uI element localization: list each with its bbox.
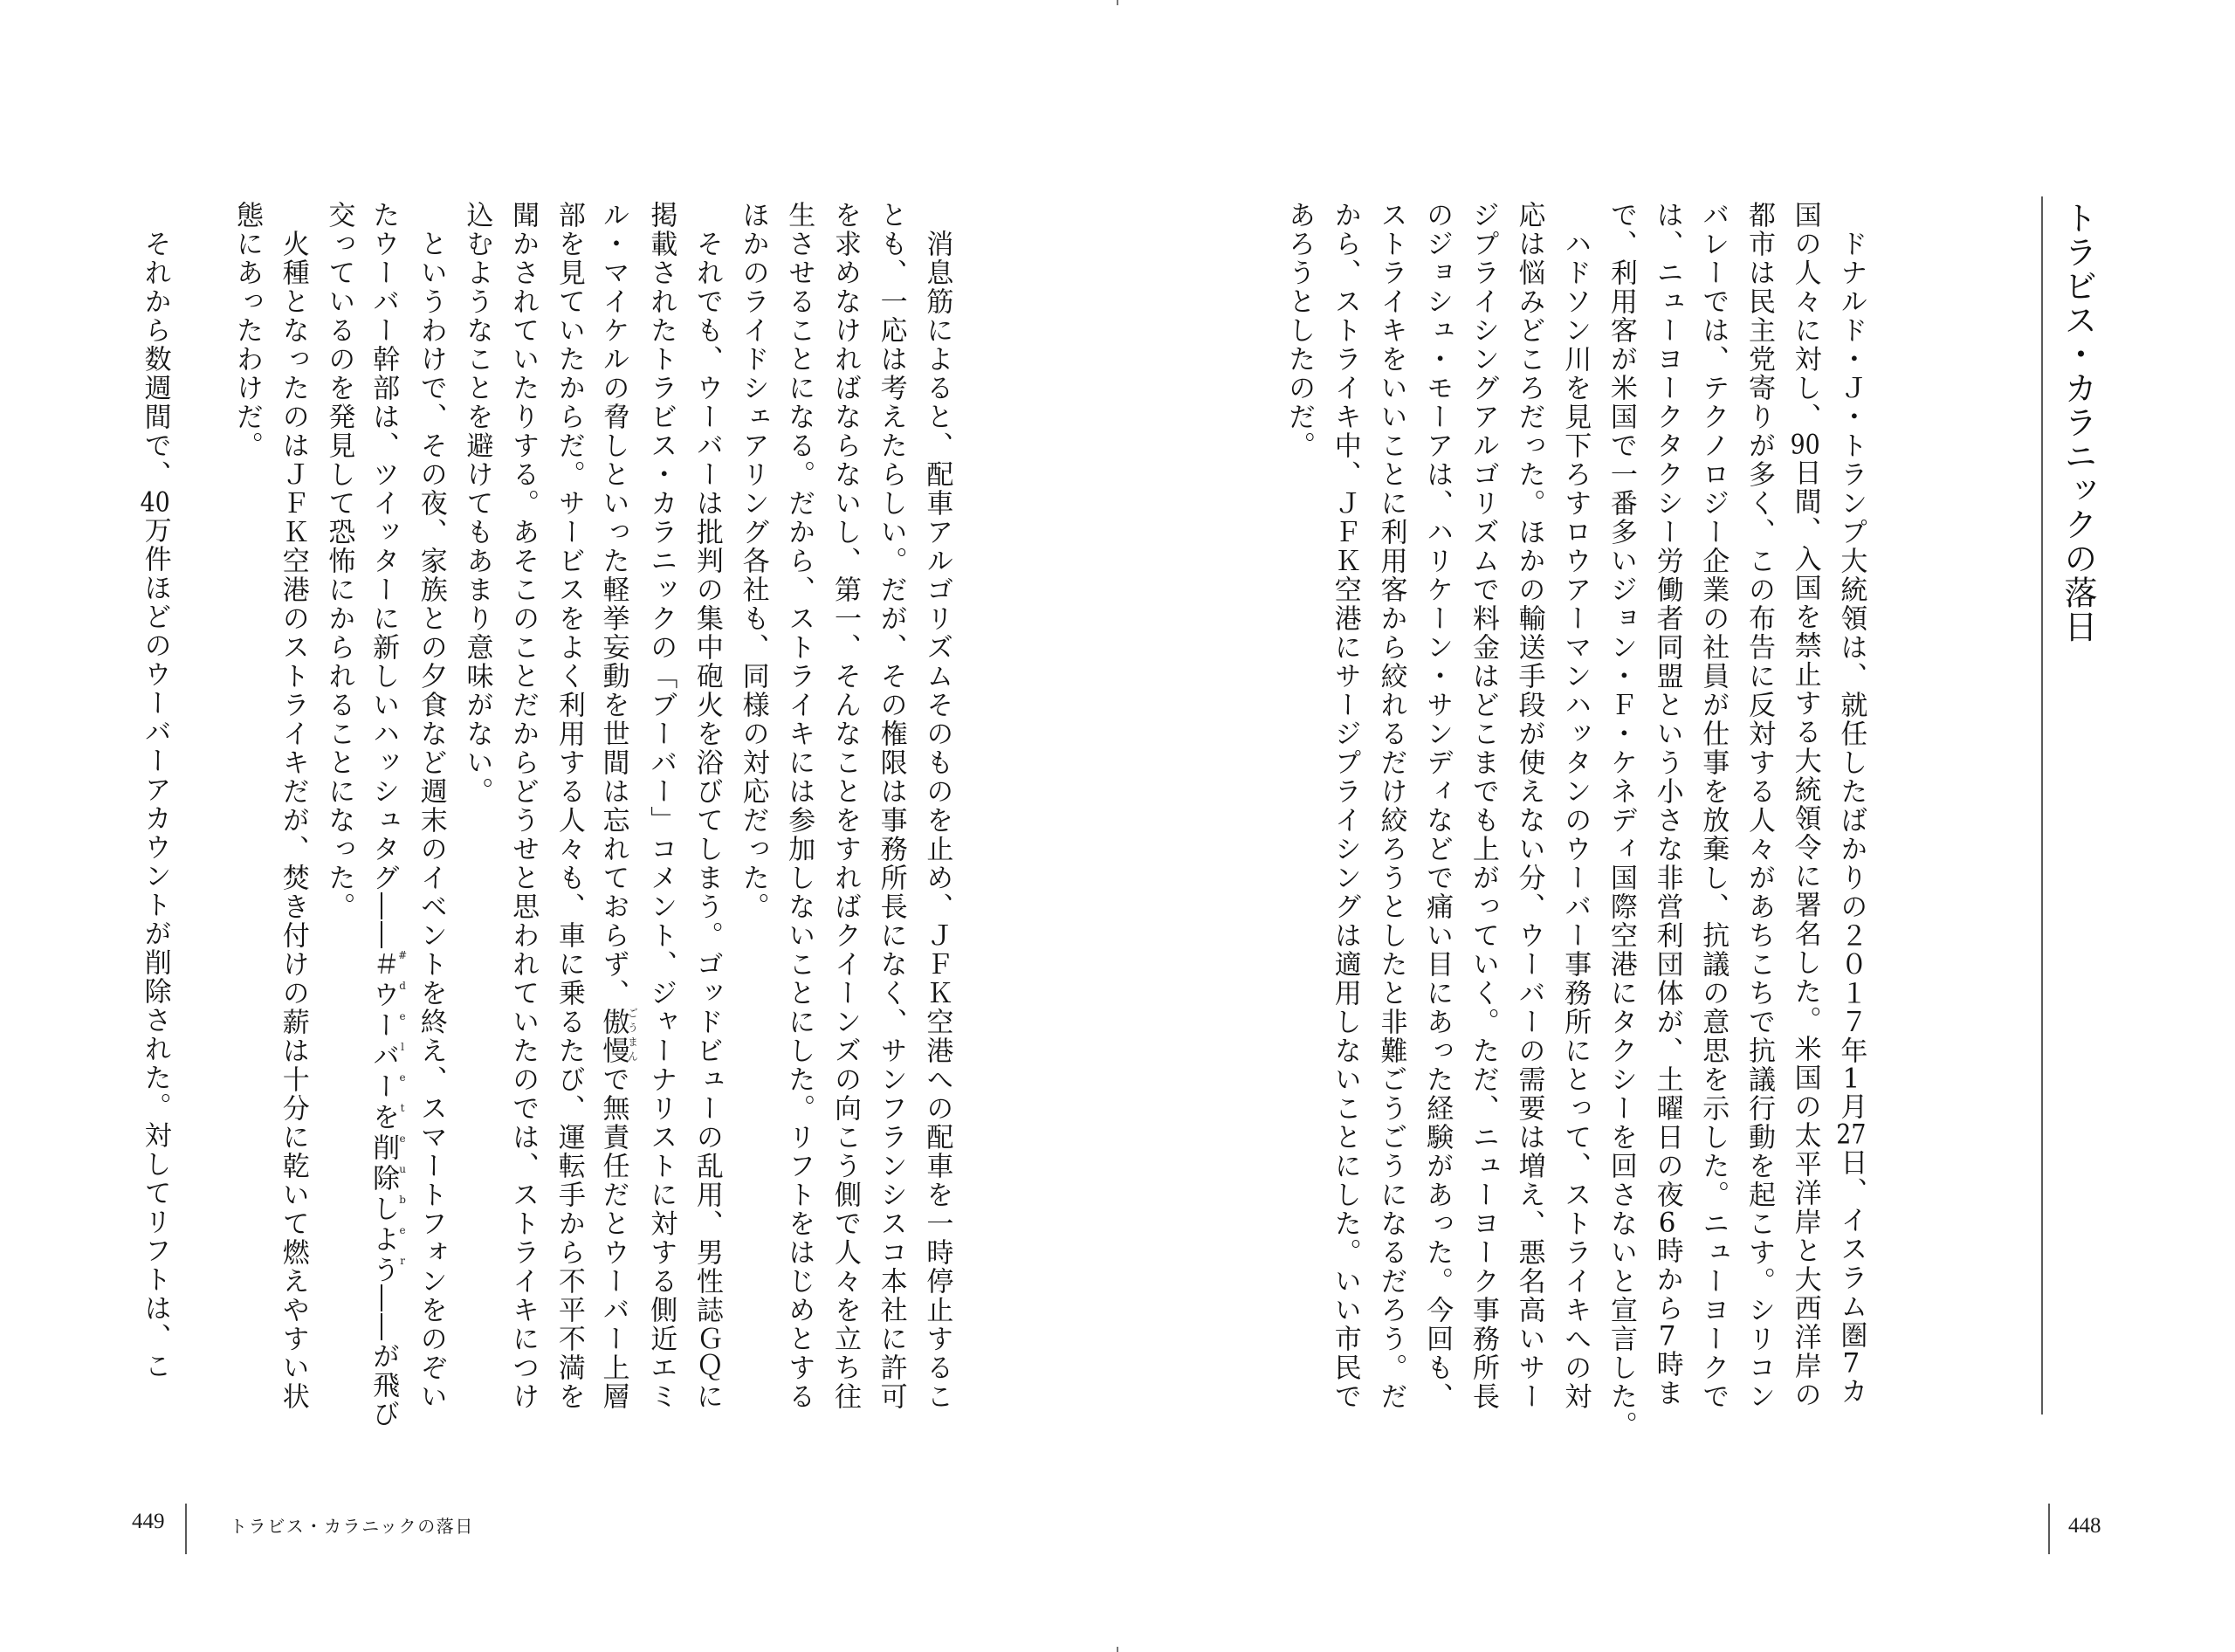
tate-chu-yoko-number: 6 — [1658, 1209, 1676, 1236]
text-column: 掲載されたトラビス・カラニックの「ブーバー」コメント、ジャーナリストに対する側近エミ — [645, 201, 677, 1411]
ruby-annotated-text: ＃ウーバーを削除しよう#deleteuber — [368, 949, 409, 1285]
ruby-reading: #deleteuber — [396, 949, 409, 1285]
text-column: とも、一応は考えたらしい。だが、その権限は事務所長になく、サンフランシスコ本社に許可 — [875, 201, 907, 1411]
text-column: 都市は民主党寄りが多く、この布告に反対する人々があちこちで抗議行動を起こす。シリコン — [1743, 201, 1775, 1411]
section-break-blank-column — [178, 201, 224, 1441]
text-column: は、ニューヨークタクシー労働者同盟という小さな非営利団体が、土曜日の夜6時から7時ま — [1651, 201, 1683, 1408]
chapter-title: トラビス・カラニックの落日 — [2059, 201, 2097, 644]
text-column: というわけで、その夜、家族との夕食など週末のイベントを終え、スマートフォンをのぞい — [415, 201, 447, 1411]
text-column: 消息筋によると、配車アルゴリズムそのものを止め、ＪＦＫ空港への配車を一時停止するこ — [921, 201, 953, 1411]
text-column: たウーバー幹部は、ツイッターに新しいハッシュタグ――＃ウーバーを削除しよう#deleteuber――が飛び — [368, 201, 409, 1428]
text-column: 国の人々に対し、90日間、入国を禁止する大統領令に署名した。米国の太平洋岸と大西洋岸の — [1789, 201, 1821, 1409]
page-number: 449 — [132, 1510, 165, 1533]
right-page-body-text — [1276, 201, 1874, 1441]
text-column: のジョシュ・モーアは、ハリケーン・サンディなどで痛い目にあった経験があった。今回も、 — [1421, 201, 1454, 1411]
chapter-title-rule — [2041, 196, 2043, 1415]
text-column: 部を見ていたからだ。サービスをよく利用する人々も、車に乗るたび、運転手から不平不満を — [553, 201, 585, 1411]
tate-chu-yoko-number: 27 — [1836, 1121, 1867, 1148]
folio-separator — [2048, 1504, 2050, 1554]
text-column: ドナルド・Ｊ・トランプ大統領は、就任したばかりの２０１７年1月27日、イスラム圏7カ — [1835, 201, 1867, 1406]
text-column: 態にあったわけだ。 — [231, 201, 264, 460]
tate-chu-yoko-number: 90 — [1790, 431, 1820, 458]
text-column: から、ストライキ中、ＪＦＫ空港にサージプライシングは適用しないことにした。いい市民で — [1329, 201, 1361, 1411]
text-column: ジプライシングアルゴリズムで料金はどこまでも上がっていく。ただ、ニューヨーク事務所長 — [1467, 201, 1499, 1411]
text-column: 火種となったのはＪＦＫ空港のストライキだが、焚き付けの薪は十分に乾いて燃えやすい状 — [277, 201, 309, 1411]
running-head: トラビス・カラニックの落日 — [230, 1516, 474, 1537]
tate-chu-yoko-number: 40 — [140, 489, 170, 516]
folio-separator — [185, 1504, 187, 1554]
ruby-annotated-text: 傲慢ごうまん — [597, 1008, 639, 1065]
text-column: あろうとしたのだ。 — [1283, 201, 1316, 460]
text-column: 交っているのを発見して恐怖にかられることになった。 — [323, 201, 355, 921]
tate-chu-yoko-number: 7 — [1842, 1350, 1860, 1377]
text-column: 込むようなことを避けてもあまり意味がない。 — [461, 201, 493, 806]
ruby-reading: ごうまん — [626, 1008, 639, 1065]
text-column: ストライキをいいことに利用客から絞れるだけ絞ろうとしたと非難ごうごうになるだろう。だ — [1375, 201, 1407, 1411]
left-page-body-text — [132, 201, 960, 1441]
text-column: で、利用客が米国で一番多いジョン・Ｆ・ケネディ国際空港にタクシーを回さないと宣言した。 — [1605, 201, 1637, 1440]
text-column: を求めなければならないし、第一、そんなことをすればクイーンズの向こう側で人々を立ち往 — [829, 201, 861, 1411]
text-column: バレーでは、テクノロジー企業の社員が仕事を放棄し、抗議の意思を示した。ニューヨークで — [1697, 201, 1730, 1411]
text-column: 応は悩みどころだった。ほかの輸送手段が使えない分、ウーバーの需要は増え、悪名高いサー — [1513, 201, 1545, 1411]
text-column: ル・マイケルの脅しといった軽挙妄動を世間は忘れておらず、傲慢ごうまんで無責任だとウーバー上層 — [597, 201, 639, 1411]
text-column: それでも、ウーバーは批判の集中砲火を浴びてしまう。ゴッドビューの乱用、男性誌ＧＱに — [691, 201, 723, 1411]
text-column: 生させることになる。だから、ストライキには参加しないことにした。リフトをはじめとする — [783, 201, 815, 1411]
tate-chu-yoko-number: 1 — [1842, 1065, 1860, 1092]
text-column: それから数週間で、40万件ほどのウーバーアカウントが削除された。対してリフトは、こ — [139, 201, 171, 1380]
top-center-tick-mark — [1117, 0, 1118, 5]
text-column: ハドソン川を見下ろすロウアーマンハッタンのウーバー事務所にとって、ストライキへの対 — [1559, 201, 1592, 1411]
page-number: 448 — [2068, 1514, 2101, 1538]
text-column: ほかのライドシェアリング各社も、同様の対応だった。 — [737, 201, 769, 921]
tate-chu-yoko-number: 7 — [1658, 1323, 1676, 1350]
text-column: 聞かされていたりする。あそこのことだからどうせと思われていたのでは、ストライキにつけ — [507, 201, 540, 1411]
bottom-center-tick-mark — [1117, 1647, 1118, 1652]
